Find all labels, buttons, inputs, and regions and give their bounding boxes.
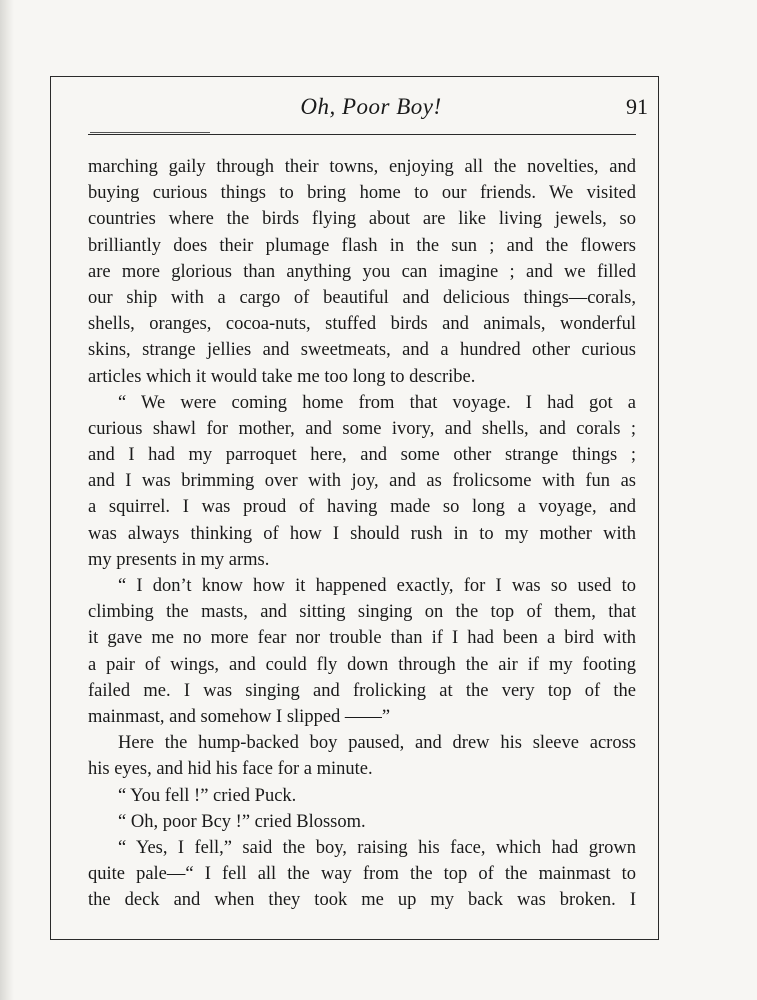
body-text: [88, 154, 636, 913]
page-title: Oh, Poor Boy!: [300, 94, 442, 119]
text-line: buying curious things to bring home to our friends. We visited: [88, 183, 636, 204]
header-rule: [88, 134, 636, 135]
text-line: a squirrel. I was proud of having made so long a voyage, and: [88, 497, 636, 518]
page-number: 91: [626, 94, 648, 119]
text-line: our ship with a cargo of beautiful and delicious things—corals,: [88, 287, 636, 308]
text-line: the deck and when they took me up my back was broken. I: [88, 890, 636, 911]
text-line: quite pale—“ I fell all the way from the top of the mainmast to: [88, 864, 636, 885]
text-line: countries where the birds flying about are like living jewels, so: [88, 209, 636, 230]
text-line: articles which it would take me too long to describe.: [88, 366, 476, 387]
text-line: and I was brimming over with joy, and as frolicsome with fun as: [88, 471, 636, 492]
text-line: skins, strange jellies and sweetmeats, and a hundred other curious: [88, 340, 636, 361]
text-line: my presents in my arms.: [88, 549, 270, 570]
text-line: it gave me no more fear nor trouble than if I had been a bird with: [88, 628, 636, 649]
text-line: shells, oranges, cocoa-nuts, stuffed birds and animals, wonderful: [88, 314, 636, 335]
text-line: Here the hump-backed boy paused, and drew his sleeve across: [118, 733, 636, 754]
text-line: are more glorious than anything you can imagine ; and we filled: [88, 261, 636, 282]
text-line: “ Oh, poor Bcy !” cried Blossom.: [118, 811, 366, 832]
running-head: [88, 88, 654, 124]
text-line: “ Yes, I fell,” said the boy, raising his face, which had grown: [118, 837, 636, 858]
text-line: marching gaily through their towns, enjoying all the novelties, and: [88, 157, 636, 177]
text-line: his eyes, and hid his face for a minute.: [88, 759, 373, 780]
text-line: a pair of wings, and could fly down through the air if my footing: [88, 654, 636, 675]
text-line: curious shawl for mother, and some ivory, and shells, and corals ;: [88, 418, 636, 439]
text-line: brilliantly does their plumage flash in the sun ; and the flowers: [88, 235, 636, 256]
text-line: mainmast, and somehow I slipped ——”: [88, 706, 391, 727]
text-line: climbing the masts, and sitting singing on the top of them, that: [88, 602, 636, 623]
text-line: “ I don’t know how it happened exactly, for I was so used to: [118, 576, 636, 596]
text-line: “ You fell !” cried Puck.: [118, 785, 297, 806]
text-line: was always thinking of how I should rush in to my mother with: [88, 523, 636, 544]
text-line: “ We were coming home from that voyage. I had got a: [118, 392, 636, 413]
text-line: and I had my parroquet here, and some other strange things ;: [88, 445, 636, 466]
page-edge-shadow: [0, 0, 14, 1000]
text-line: failed me. I was singing and frolicking at the very top of the: [88, 680, 636, 701]
